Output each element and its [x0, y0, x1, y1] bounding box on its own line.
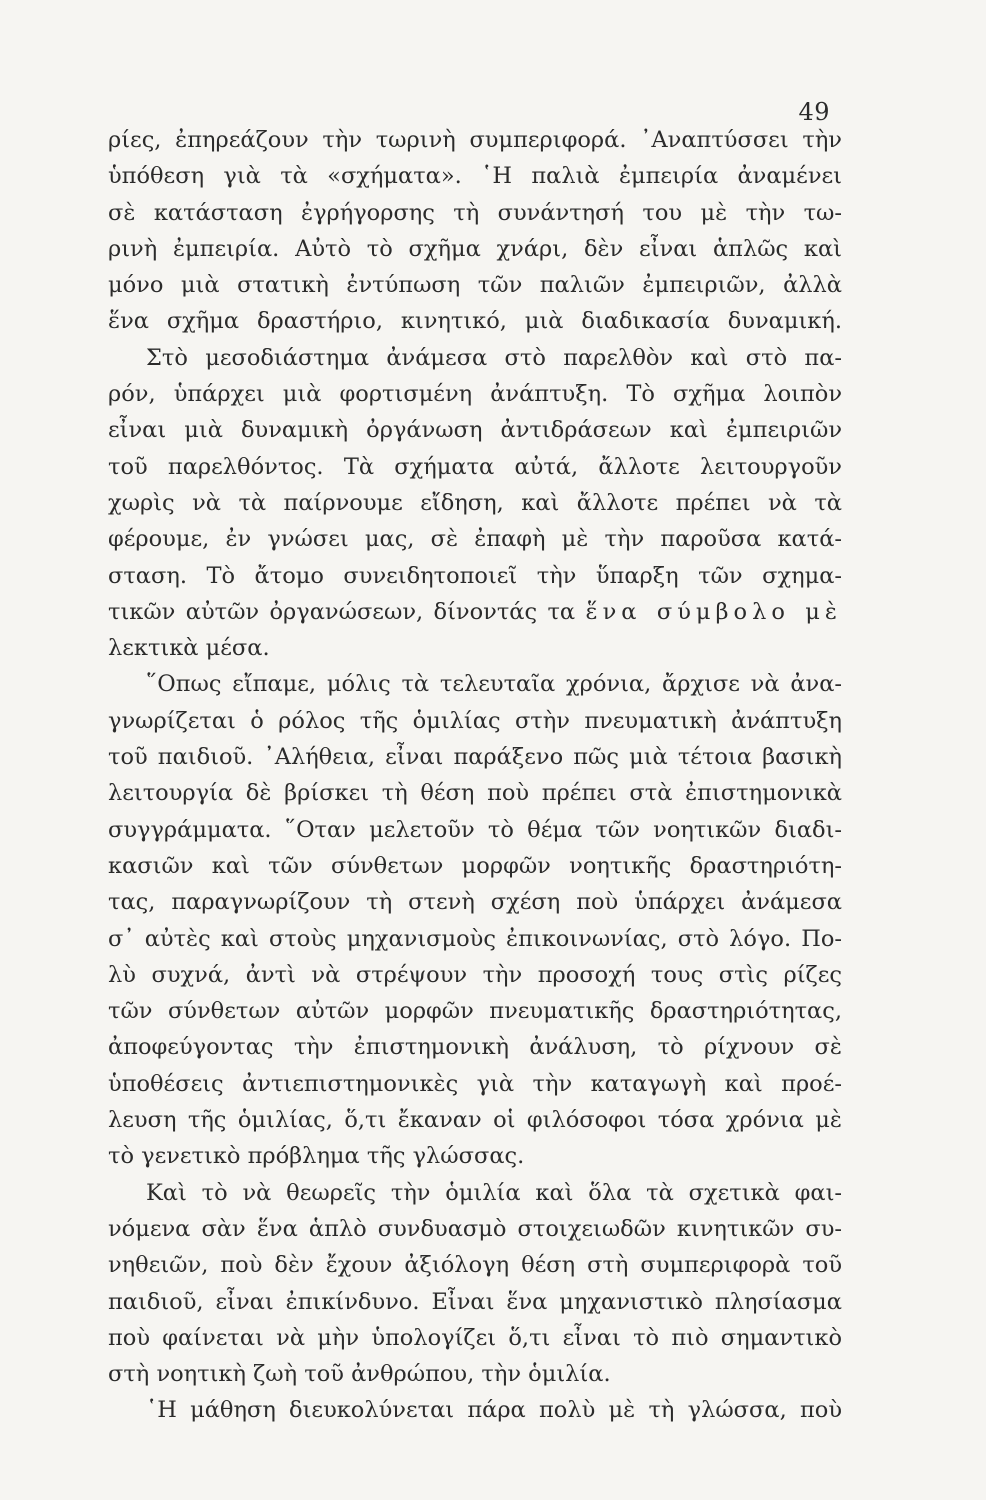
text-line: εἶναι μιὰ δυναμικὴ ὀργάνωση ἀντιδράσεων καὶ ἐμπειριῶν	[108, 417, 842, 444]
text-line: σταση. Τὸ ἄτομο συνειδητοποιεῖ τὴν ὕπαρξη τῶν σχημα-	[108, 562, 842, 589]
text-line: τοῦ παιδιοῦ. ᾿Αλήθεια, εἶναι παράξενο πῶς μιὰ τέτοια βασικὴ	[108, 744, 842, 771]
text-line: τὸ γενετικὸ πρόβλημα τῆς γλώσσας.	[108, 1143, 525, 1170]
text-line: κασιῶν καὶ τῶν σύνθετων μορφῶν νοητικῆς δραστηριότη-	[108, 852, 842, 879]
body-text	[108, 122, 842, 1429]
text-line: ἕνα σχῆμα δραστήριο, κινητικό, μιὰ διαδικασία δυναμική.	[108, 308, 842, 335]
text-line: στὴ νοητικὴ ζωὴ τοῦ ἀνθρώπου, τὴν ὁμιλία.	[108, 1361, 611, 1388]
text-line: ρίες, ἐπηρεάζουν τὴν τωρινὴ συμπεριφορά. ᾿Αναπτύσσει τὴν	[108, 127, 842, 153]
text-line: σ᾿ αὐτὲς καὶ στοὺς μηχανισμοὺς ἐπικοινωνίας, στὸ λόγο. Πο-	[108, 925, 842, 952]
text-line: γνωρίζεται ὁ ρόλος τῆς ὁμιλίας στὴν πνευματικὴ ἀνάπτυξη	[108, 707, 842, 734]
text-line: σὲ κατάσταση ἐγρήγορσης τὴ συνάντησή του μὲ τὴν τω-	[108, 199, 842, 226]
text-line: ρινὴ ἐμπειρία. Αὐτὸ τὸ σχῆμα χνάρι, δὲν εἶναι ἁπλῶς καὶ	[108, 235, 842, 262]
text-line: λευση τῆς ὁμιλίας, ὅ,τι ἔκαναν οἱ φιλόσοφοι τόσα χρόνια μὲ	[108, 1107, 842, 1134]
text-line: νηθειῶν, ποὺ δὲν ἔχουν ἀξιόλογη θέση στὴ συμπεριφορὰ τοῦ	[108, 1252, 842, 1279]
text-line: νόμενα σὰν ἕνα ἁπλὸ συνδυασμὸ στοιχειωδῶν κινητικῶν συ-	[108, 1215, 842, 1242]
text-line: Στὸ μεσοδιάστημα ἀνάμεσα στὸ παρελθὸν καὶ στὸ πα-	[146, 344, 842, 371]
text-line: τοῦ παρελθόντος. Τὰ σχήματα αὐτά, ἄλλοτε λειτουργοῦν	[108, 453, 842, 480]
text-line-mixed	[108, 594, 842, 630]
text-line: τας, παραγνωρίζουν τὴ στενὴ σχέση ποὺ ὑπάρχει ἀνάμεσα	[108, 889, 842, 916]
text-line: συγγράμματα. ῞Οταν μελετοῦν τὸ θέμα τῶν νοητικῶν διαδι-	[108, 816, 842, 843]
text-line: λειτουργία δὲ βρίσκει τὴ θέση ποὺ πρέπει στὰ ἐπιστημονικὰ	[108, 780, 842, 807]
text-line: φέρουμε, ἐν γνώσει μας, σὲ ἐπαφὴ μὲ τὴν παροῦσα κατά-	[108, 526, 842, 553]
text-line: λεκτικὰ μέσα.	[108, 635, 270, 662]
text-line: ῾Η μάθηση διευκολύνεται πάρα πολὺ μὲ τὴ γλώσσα, ποὺ	[146, 1397, 842, 1424]
text-line: παιδιοῦ, εἶναι ἐπικίνδυνο. Εἶναι ἕνα μηχανιστικὸ πλησίασμα	[108, 1288, 842, 1315]
page-number: 49	[798, 98, 830, 126]
text-line: ῞Οπως εἴπαμε, μόλις τὰ τελευταῖα χρόνια, ἄρχισε νὰ ἀνα-	[146, 671, 842, 698]
text-line: ὑποθέσεις ἀντιεπιστημονικὲς γιὰ τὴν καταγωγὴ καὶ προέ-	[108, 1070, 842, 1097]
text-fragment: τικῶν αὐτῶν ὀργανώσεων, δίνοντάς τα	[108, 598, 576, 625]
text-line: ἀποφεύγοντας τὴν ἐπιστημονικὴ ἀνάλυση, τὸ ρίχνουν σὲ	[108, 1034, 842, 1061]
text-line: ρόν, ὑπάρχει μιὰ φορτισμένη ἀνάπτυξη. Τὸ σχῆμα λοιπὸν	[108, 381, 842, 408]
text-line: Καὶ τὸ νὰ θεωρεῖς τὴν ὁμιλία καὶ ὅλα τὰ σχετικὰ φαι-	[146, 1179, 842, 1206]
text-line: μόνο μιὰ στατικὴ ἐντύπωση τῶν παλιῶν ἐμπειριῶν, ἀλλὰ	[108, 272, 842, 299]
text-line: ποὺ φαίνεται νὰ μὴν ὑπολογίζει ὅ,τι εἶναι τὸ πιὸ σημαντικὸ	[108, 1324, 842, 1351]
text-line: χωρὶς νὰ τὰ παίρνουμε εἴδηση, καὶ ἄλλοτε πρέπει νὰ τὰ	[108, 489, 842, 516]
text-line: λὺ συχνά, ἀντὶ νὰ στρέψουν τὴν προσοχή τους στὶς ρίζες	[108, 961, 842, 988]
spaced-text: ἕνα σύμβολο μὲ	[585, 598, 842, 625]
text-line: τῶν σύνθετων αὐτῶν μορφῶν πνευματικῆς δραστηριότητας,	[108, 998, 842, 1025]
text-line: ὑπόθεση γιὰ τὰ «σχήματα». ῾Η παλιὰ ἐμπειρία ἀναμένει	[108, 163, 842, 190]
